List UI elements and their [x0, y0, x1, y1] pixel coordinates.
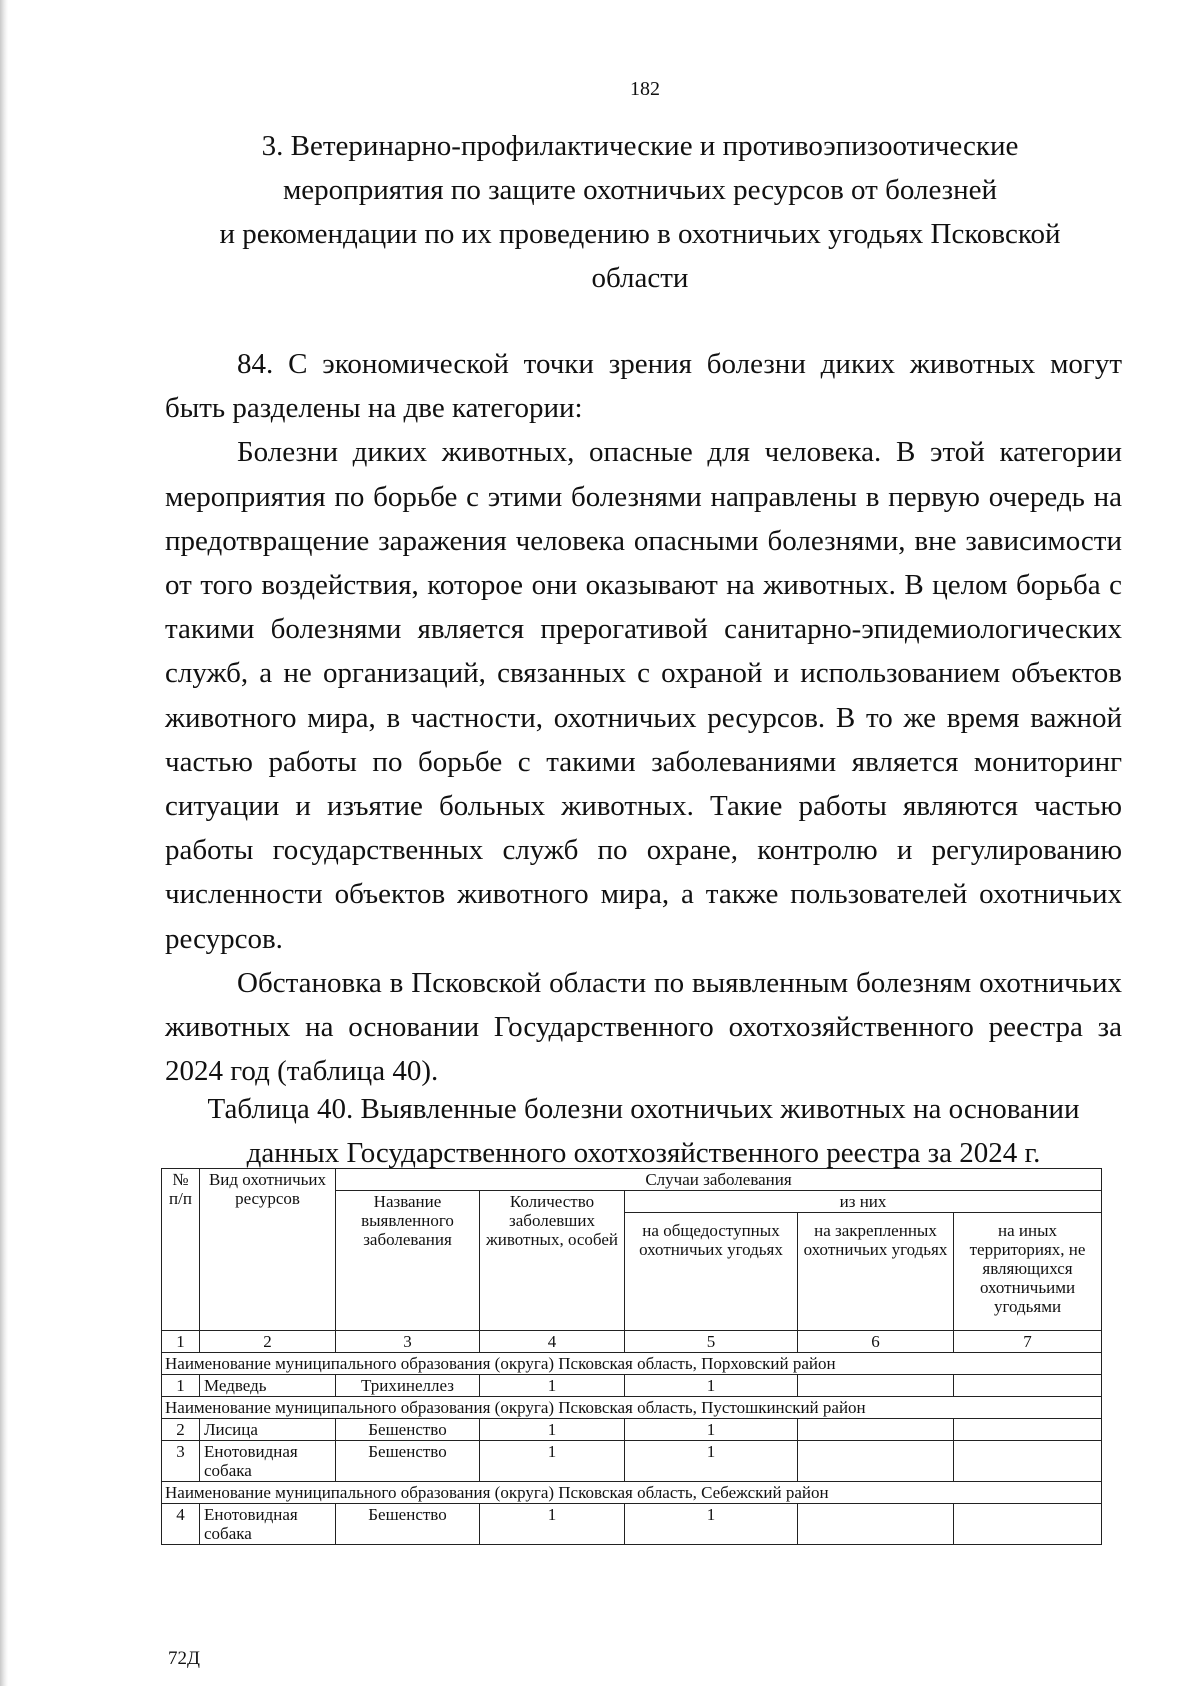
paragraph: 84. С экономической точки зрения болезни диких животных могут быть разделены на две категории: — [165, 348, 1122, 425]
cell-count: 1 — [480, 1419, 625, 1441]
cell-assigned — [798, 1419, 954, 1441]
cell-other — [954, 1504, 1102, 1545]
group-label: Наименование муниципального образования (округа) Псковская область, Пустошкинский район — [162, 1397, 1102, 1419]
group-label: Наименование муниципального образования (округа) Псковская область, Себежский район — [162, 1482, 1102, 1504]
table-row — [162, 1504, 1102, 1545]
cell-other — [954, 1441, 1102, 1482]
body-text — [165, 342, 1122, 1093]
column-number-row — [162, 1331, 1102, 1353]
cell-public: 1 — [625, 1504, 798, 1545]
header-cases: Случаи заболевания — [336, 1169, 1102, 1191]
paragraph: Болезни диких животных, опасные для человека. В этой категории мероприятия по борьбе с этими болезнями направлены в первую очередь на предотвращение заражения человека опасными болезнями, вне зависимости от того воздействия, которое они оказывают на животных. В целом борьба с такими болезнями является прерогативой санитарно-эпидемиологических служб, а не организаций, связанных с охраной и использованием объектов животного мира, в частности, охотничьих ресурсов. В то же время важной частью работы по борьбе с такими заболеваниями является мониторинг ситуации и изъятие больных животных. Такие работы являются частью работы государственных служб по охране, контролю и регулированию численности объектов животного мира, а также пользователей охотничьих ресурсов. — [165, 436, 1122, 955]
cell-count: 1 — [480, 1504, 625, 1545]
group-row — [162, 1353, 1102, 1375]
cell-species: Енотовидная собака — [200, 1504, 336, 1545]
cell-disease: Бешенство — [336, 1504, 480, 1545]
cell-count: 1 — [480, 1375, 625, 1397]
table-row — [162, 1375, 1102, 1397]
cell-num: 1 — [162, 1375, 200, 1397]
column-number: 5 — [625, 1331, 798, 1353]
cell-assigned — [798, 1504, 954, 1545]
footer-code: 72Д — [168, 1648, 200, 1669]
section-title-line: и рекомендации по их проведению в охотничьих угодьях Псковской — [219, 218, 1061, 250]
cell-public: 1 — [625, 1375, 798, 1397]
header-public: на общедоступных охотничьих угодьях — [625, 1213, 798, 1331]
section-title-line: области — [591, 262, 689, 294]
table-row — [162, 1419, 1102, 1441]
cell-assigned — [798, 1441, 954, 1482]
table-caption-line: данных Государственного охотхозяйственного реестра за 2024 г. — [246, 1137, 1041, 1169]
cell-assigned — [798, 1375, 954, 1397]
section-title — [180, 124, 1100, 300]
header-species: Вид охотничьих ресурсов — [200, 1169, 336, 1331]
scan-edge — [0, 0, 8, 1686]
table-caption-line: Таблица 40. Выявленные болезни охотничьих животных на основании — [207, 1093, 1080, 1125]
cell-other — [954, 1419, 1102, 1441]
cell-disease: Трихинеллез — [336, 1375, 480, 1397]
cell-other — [954, 1375, 1102, 1397]
table-row — [162, 1441, 1102, 1482]
cell-num: 4 — [162, 1504, 200, 1545]
cell-species: Медведь — [200, 1375, 336, 1397]
group-label: Наименование муниципального образования (округа) Псковская область, Порховский район — [162, 1353, 1102, 1375]
cell-count: 1 — [480, 1441, 625, 1482]
column-number: 2 — [200, 1331, 336, 1353]
column-number: 3 — [336, 1331, 480, 1353]
header-assigned: на закрепленных охотничьих угодьях — [798, 1213, 954, 1331]
header-row — [162, 1169, 1102, 1191]
column-number: 1 — [162, 1331, 200, 1353]
cell-disease: Бешенство — [336, 1441, 480, 1482]
cell-public: 1 — [625, 1441, 798, 1482]
cell-num: 3 — [162, 1441, 200, 1482]
group-row — [162, 1482, 1102, 1504]
group-row — [162, 1397, 1102, 1419]
cell-num: 2 — [162, 1419, 200, 1441]
page-number: 182 — [630, 78, 660, 100]
table-wrapper — [161, 1168, 1102, 1545]
header-other: на иных территориях, не являющихся охотничьими угодьями — [954, 1213, 1102, 1331]
header-disease: Название выявленного заболевания — [336, 1191, 480, 1331]
paragraph: Обстановка в Псковской области по выявленным болезням охотничьих животных на основании Государственного охотхозяйственного реестра за 2024 год (таблица 40). — [165, 966, 1122, 1088]
cell-public: 1 — [625, 1419, 798, 1441]
header-count: Количество заболевших животных, особей — [480, 1191, 625, 1331]
column-number: 7 — [954, 1331, 1102, 1353]
disease-table — [161, 1168, 1102, 1545]
section-title-line: 3. Ветеринарно-профилактические и противоэпизоотические — [261, 130, 1019, 162]
header-of-them: из них — [625, 1191, 1102, 1213]
table-caption — [165, 1087, 1122, 1175]
cell-species: Лисица — [200, 1419, 336, 1441]
column-number: 6 — [798, 1331, 954, 1353]
column-number: 4 — [480, 1331, 625, 1353]
cell-species: Енотовидная собака — [200, 1441, 336, 1482]
section-title-line: мероприятия по защите охотничьих ресурсов от болезней — [282, 174, 998, 206]
header-num: № п/п — [162, 1169, 200, 1331]
cell-disease: Бешенство — [336, 1419, 480, 1441]
